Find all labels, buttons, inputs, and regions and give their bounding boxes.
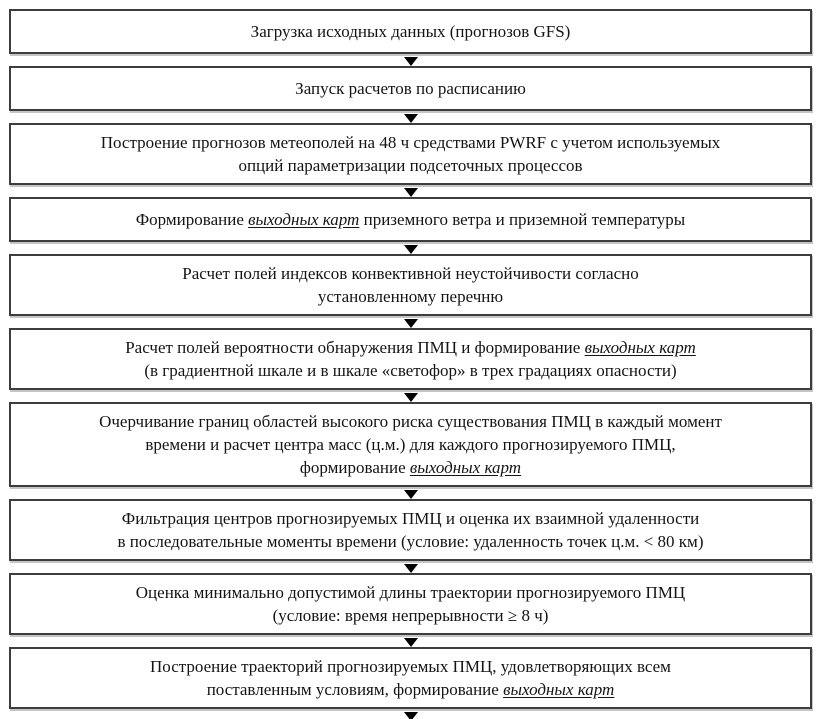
step-text: опций параметризации подсеточных процессов	[238, 156, 583, 175]
connector-gap	[9, 242, 812, 254]
connector-gap	[9, 185, 812, 197]
arrow-down-icon	[404, 245, 418, 254]
step-text: (в градиентной шкале и в шкале «светофор» в трех градациях опасности)	[144, 361, 677, 380]
emphasized-term: выходных карт	[584, 338, 696, 357]
flow-step-10-line-1	[150, 655, 671, 678]
step-text: Очерчивание границ областей высокого риска существования ПМЦ в каждый момент	[99, 412, 722, 431]
step-text: (условие: время непрерывности ≥ 8 ч)	[272, 606, 549, 625]
connector-gap	[9, 111, 812, 123]
step-text: времени и расчет центра масс (ц.м.) для каждого прогнозируемого ПМЦ,	[145, 435, 676, 454]
step-text: Запуск расчетов по расписанию	[295, 79, 526, 98]
flow-step-5-line-1	[182, 262, 638, 285]
step-text: Оценка минимально допустимой длины траектории прогнозируемого ПМЦ	[135, 583, 686, 602]
flow-step-6	[9, 328, 812, 390]
flow-step-4-line-1	[136, 208, 685, 231]
step-text: Построение траекторий прогнозируемых ПМЦ, удовлетворяющих всем	[150, 657, 671, 676]
flow-step-8-line-1	[122, 507, 699, 530]
emphasized-term: выходных карт	[248, 210, 360, 229]
connector-gap	[9, 561, 812, 573]
flow-step-2	[9, 66, 812, 111]
connector-gap	[9, 635, 812, 647]
flow-step-7-line-1	[99, 410, 722, 433]
arrow-down-icon-partial	[404, 712, 418, 719]
flow-step-9	[9, 573, 812, 635]
flow-step-7	[9, 402, 812, 487]
flow-step-10	[9, 647, 812, 709]
connector-gap	[9, 316, 812, 328]
step-text: формирование	[299, 458, 410, 477]
step-text: Расчет полей вероятности обнаружения ПМЦ и формирование	[125, 338, 585, 357]
connector-gap	[9, 54, 812, 66]
flow-step-9-line-1	[136, 581, 685, 604]
arrow-down-icon	[404, 393, 418, 402]
flow-step-6-line-1	[125, 336, 696, 359]
step-text: Расчет полей индексов конвективной неустойчивости согласно	[182, 264, 639, 283]
flow-step-6-line-2	[144, 359, 676, 382]
flow-step-7-line-2	[145, 433, 675, 456]
flow-step-3-line-2	[238, 154, 582, 177]
flow-step-8-line-2	[118, 530, 704, 553]
trailing-connector	[9, 709, 812, 719]
connector-gap	[9, 487, 812, 499]
flow-step-7-line-3	[300, 456, 521, 479]
step-text: приземного ветра и приземной температуры	[359, 210, 686, 229]
flow-step-1-line-1	[251, 20, 571, 43]
flow-step-5-line-2	[318, 285, 503, 308]
arrow-down-icon	[404, 319, 418, 328]
flowchart	[9, 9, 812, 719]
arrow-down-icon	[404, 114, 418, 123]
step-text: Фильтрация центров прогнозируемых ПМЦ и оценка их взаимной удаленности	[121, 509, 700, 528]
arrow-down-icon	[404, 564, 418, 573]
step-text: в последовательные моменты времени (условие: удаленность точек ц.м. < 80 км)	[117, 532, 704, 551]
arrow-down-icon	[404, 490, 418, 499]
arrow-down-icon	[404, 188, 418, 197]
emphasized-term: выходных карт	[409, 458, 522, 477]
connector-gap	[9, 390, 812, 402]
flow-step-8	[9, 499, 812, 561]
step-text: поставленным условиям, формирование	[206, 680, 504, 699]
emphasized-term: выходных карт	[503, 680, 615, 699]
flow-step-2-line-1	[295, 77, 526, 100]
flow-step-1	[9, 9, 812, 54]
flow-step-3	[9, 123, 812, 185]
flow-step-3-line-1	[101, 131, 721, 154]
arrow-down-icon	[404, 638, 418, 647]
flow-step-5	[9, 254, 812, 316]
flow-step-10-line-2	[207, 678, 615, 701]
step-text: Построение прогнозов метеополей на 48 ч средствами PWRF с учетом используемых	[100, 133, 721, 152]
step-text: Формирование	[135, 210, 249, 229]
flow-step-9-line-2	[273, 604, 549, 627]
step-text: Загрузка исходных данных (прогнозов GFS)	[250, 22, 571, 41]
step-text: установленному перечню	[317, 287, 504, 306]
arrow-down-icon	[404, 57, 418, 66]
flow-step-4	[9, 197, 812, 242]
